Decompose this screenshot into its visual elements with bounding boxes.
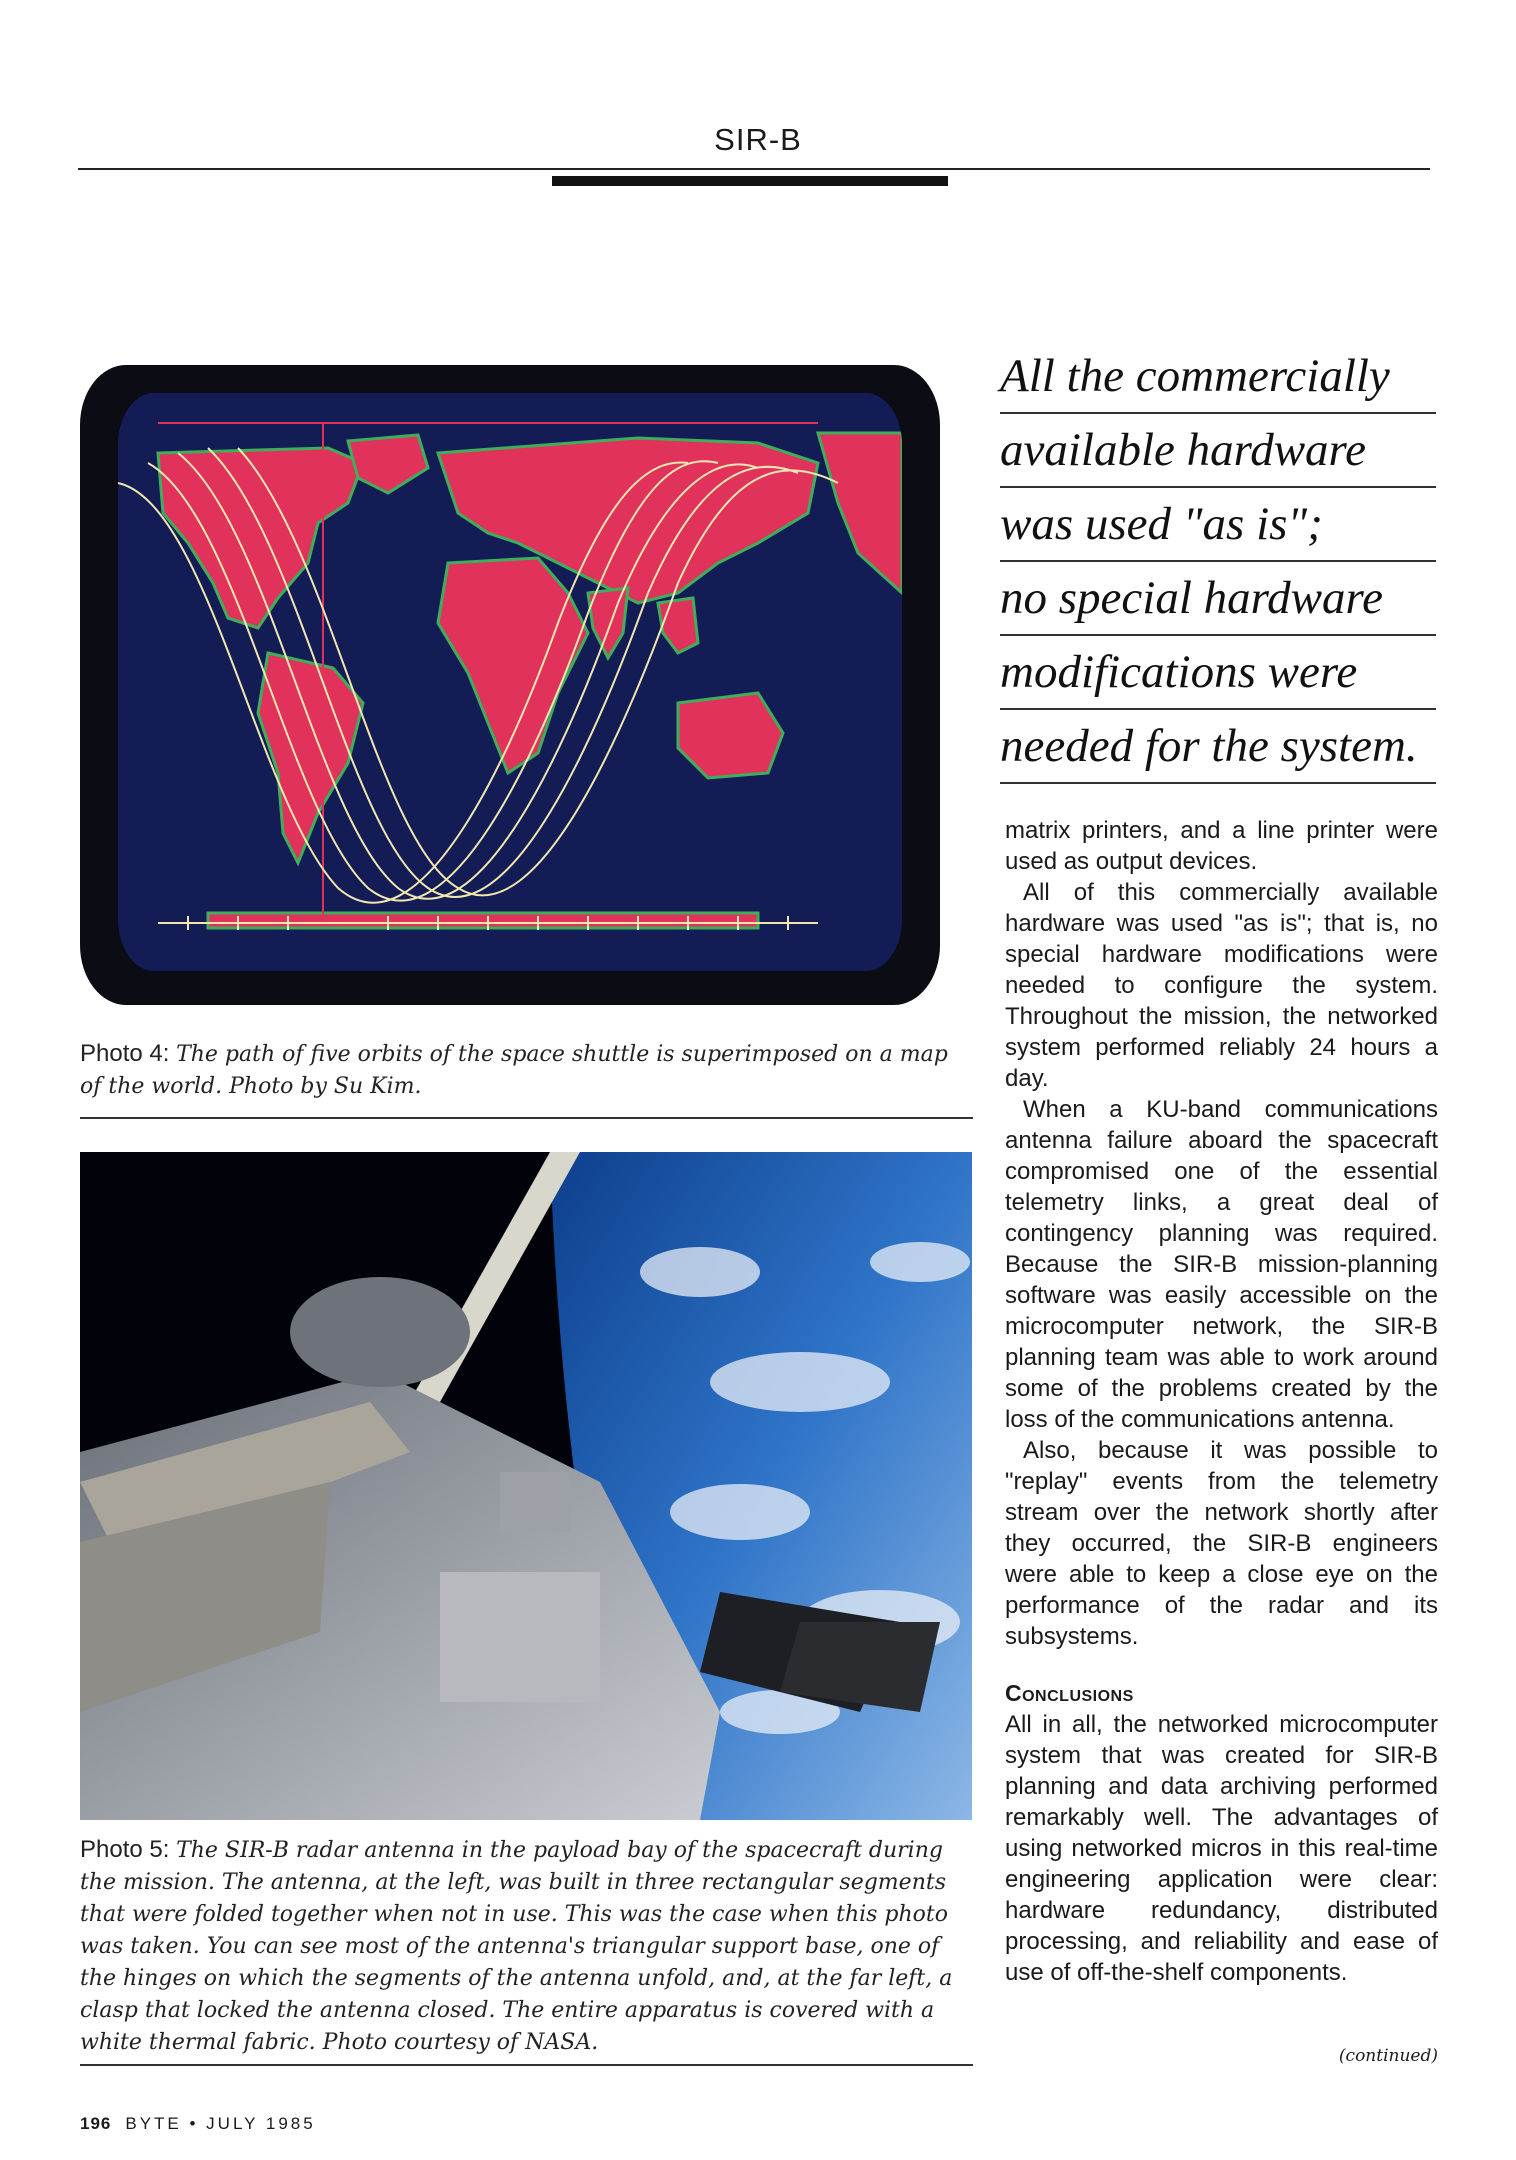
pull-quote-line: no special hardware <box>1000 562 1436 636</box>
article-body <box>1005 815 1438 1988</box>
header-rule <box>78 168 1430 170</box>
publication-info: BYTE • JULY 1985 <box>125 2114 316 2133</box>
running-head: SIR-B <box>714 122 802 157</box>
page-number: 196 <box>80 2114 112 2133</box>
section-heading-conclusions: Conclusions <box>1005 1680 1134 1706</box>
body-paragraph: All of this commercially available hardware was used "as is"; that is, no special hardware modifications were needed to configure the system. Throughout the mission, the networked system performed reliably 24 hours a day. <box>1005 879 1438 1092</box>
body-paragraph: matrix printers, and a line printer were used as output devices. <box>1005 817 1438 875</box>
caption-text: The SIR-B radar antenna in the payload bay of the spacecraft during the mission. The antenna, at the left, was built in three rectangular segments that were folded together when not in use. This was the case when this photo was taken. You can see most of the antenna's triangular support base, one of the hinges on which the segments of the antenna unfold, and, at the far left, a clasp that locked the antenna closed. The entire apparatus is covered with a white thermal fabric. Photo courtesy of NASA. <box>80 1838 953 2055</box>
photo-5-payload-bay <box>80 1152 972 1820</box>
caption-rule <box>80 2064 973 2066</box>
pull-quote-line: modifications were <box>1000 636 1436 710</box>
body-paragraph: When a KU-band communications antenna failure aboard the spacecraft compromised one of the essential telemetry links, a great deal of contingency planning was required. Because the SIR-B mission-planning software was easily accessible on the microcomputer network, the SIR-B planning team was able to work around some of the problems created by the loss of the communications antenna. <box>1005 1096 1438 1433</box>
photo-5-caption <box>80 1834 972 2058</box>
caption-lead: Photo 4: <box>80 1040 170 1067</box>
world-map-graphic <box>118 393 902 971</box>
photo-4-monitor <box>80 365 940 1005</box>
payload-bay-graphic <box>80 1152 972 1820</box>
pull-quote-line: was used "as is"; <box>1000 488 1436 562</box>
caption-lead: Photo 5: <box>80 1836 170 1863</box>
pull-quote-line: needed for the system. <box>1000 710 1436 784</box>
continued-note: (continued) <box>1338 2046 1438 2066</box>
header-bar <box>552 176 948 186</box>
body-paragraph: Also, because it was possible to "replay" events from the telemetry stream over the network shortly after they occurred, the SIR-B engineers were able to keep a close eye on the performance of the radar and its subsystems. <box>1005 1437 1438 1650</box>
page-footer <box>80 2114 316 2134</box>
body-paragraph: All in all, the networked microcomputer system that was created for SIR-B planning and data archiving performed remarkably well. The advantages of using networked micros in this real-time engineering application were clear: hardware redundancy, distributed processing, and reliability and ease of use of off-the-shelf components. <box>1005 1711 1438 1986</box>
caption-text: The path of five orbits of the space shuttle is superimposed on a map of the world. Photo by Su Kim. <box>80 1042 948 1099</box>
photo-4-caption <box>80 1038 960 1102</box>
pull-quote <box>1000 340 1436 784</box>
pull-quote-line: available hardware <box>1000 414 1436 488</box>
pull-quote-line: All the commercially <box>1000 340 1436 414</box>
photo-4-world-map <box>118 393 902 971</box>
caption-rule <box>80 1117 973 1119</box>
